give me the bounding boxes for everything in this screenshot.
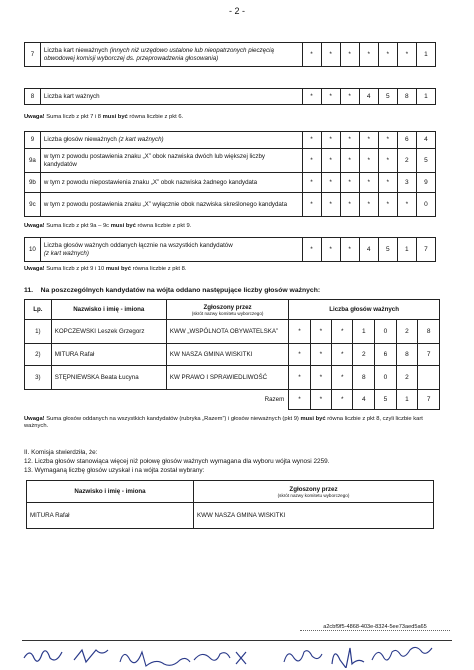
- digit-cell: *: [302, 238, 321, 262]
- digit-cell: 4: [359, 89, 378, 105]
- candidates-table: [24, 299, 440, 410]
- digit-cell: 8: [418, 320, 440, 344]
- digit-cell: 3: [397, 173, 416, 193]
- candidate-lp: 2): [25, 344, 52, 366]
- row-number: 9b: [25, 173, 41, 193]
- digit-cell: *: [289, 366, 310, 390]
- digit-cell: *: [302, 43, 321, 67]
- document-hash: a2cbf9f5-4868-403e-8324-5ee73aed5a65: [300, 624, 450, 631]
- digit-cell: 4: [359, 238, 378, 262]
- digit-cell: *: [321, 89, 340, 105]
- header-votes: Liczba głosów ważnych: [289, 300, 440, 320]
- digit-cell: 2: [353, 344, 375, 366]
- row-description: Liczba kart ważnych: [40, 89, 302, 105]
- digit-cell: *: [397, 43, 416, 67]
- digit-cell: *: [378, 193, 397, 217]
- signature-1: [24, 651, 62, 661]
- digit-cell: *: [310, 344, 331, 366]
- digit-cell: 5: [416, 149, 435, 173]
- row-description: w tym z powodu postawienia znaku „X” obok nazwiska dwóch lub większej liczby kandydatów: [40, 149, 302, 173]
- digit-cell: *: [310, 320, 331, 344]
- digit-cell: *: [289, 390, 310, 410]
- row-description: w tym z powodu niepostawienia znaku „X” obok nazwiska żadnego kandydata: [40, 173, 302, 193]
- candidate-name: MITURA Rafał: [51, 344, 166, 366]
- digit-cell: 4: [416, 132, 435, 149]
- winner-header-committee: Zgłoszony przez (skrót nazwy komitetu wyborczego): [194, 481, 434, 503]
- row-7-table: [24, 42, 436, 67]
- digit-cell: 2: [396, 366, 418, 390]
- digit-cell: *: [302, 173, 321, 193]
- digit-cell: 5: [378, 238, 397, 262]
- row-number: 9c: [25, 193, 41, 217]
- digit-cell: *: [340, 89, 359, 105]
- digit-cell: *: [378, 173, 397, 193]
- digit-cell: *: [359, 173, 378, 193]
- digit-cell: *: [302, 132, 321, 149]
- row-number: 9a: [25, 149, 41, 173]
- digit-cell: 7: [416, 238, 435, 262]
- digit-cell: 8: [353, 366, 375, 390]
- digit-cell: *: [321, 149, 340, 173]
- signature-8: [372, 647, 432, 660]
- digit-cell: *: [359, 193, 378, 217]
- digit-cell: 0: [416, 193, 435, 217]
- digit-cell: 1: [396, 390, 418, 410]
- digit-cell: *: [340, 238, 359, 262]
- header-name: Nazwisko i imię - imiona: [51, 300, 166, 320]
- row-description: Liczba kart nieważnych (innych niż urzędowo ustalone lub nieopatrzonych pieczęcią obwodowej komisji wyborczej ds. przeprowadzenia głosowania): [40, 43, 302, 67]
- header-lp: Lp.: [25, 300, 52, 320]
- digit-cell: *: [359, 132, 378, 149]
- header-committee: Zgłoszony przez (skrót nazwy komitetu wyborczego): [166, 300, 288, 320]
- winner-name: MITURA Rafał: [27, 503, 194, 529]
- digit-cell: *: [310, 366, 331, 390]
- winner-table: [26, 480, 434, 529]
- digit-cell: 7: [418, 390, 440, 410]
- digit-cell: 6: [375, 344, 397, 366]
- signature-4: [194, 653, 230, 661]
- digit-cell: 8: [397, 89, 416, 105]
- note-1: Uwaga! Suma liczb z pkt 7 i 8 musi być równa liczbie z pkt 6.: [24, 114, 184, 120]
- handwritten-signatures: [22, 644, 462, 668]
- rows-9-table: [24, 131, 436, 217]
- digit-cell: 5: [378, 89, 397, 105]
- row-description: Liczba głosów nieważnych (z kart ważnych): [40, 132, 302, 149]
- digit-cell: *: [340, 43, 359, 67]
- digit-cell: 2: [396, 320, 418, 344]
- digit-cell: *: [332, 344, 353, 366]
- signature-7: [332, 648, 364, 668]
- signature-divider: [22, 640, 452, 641]
- candidate-name: STĘPNIEWSKA Beata Łucyna: [51, 366, 166, 390]
- digit-cell: *: [289, 344, 310, 366]
- digit-cell: *: [340, 149, 359, 173]
- section-11-title: 11. Na poszczególnych kandydatów na wójta oddano następujące liczby głosów ważnych:: [24, 287, 321, 294]
- row-8-table: [24, 88, 436, 105]
- digit-cell: *: [332, 366, 353, 390]
- digit-cell: *: [378, 132, 397, 149]
- line-12: 12. Liczba głosów stanowiąca więcej niż połowę głosów ważnych wymagana dla wyboru wójta wynosi 2259.: [24, 458, 330, 465]
- digit-cell: *: [359, 149, 378, 173]
- row-number: 9: [25, 132, 41, 149]
- digit-cell: *: [321, 238, 340, 262]
- row-description: Liczba głosów ważnych oddanych łącznie na wszystkich kandydatów (z kart ważnych): [40, 238, 302, 262]
- digit-cell: *: [378, 43, 397, 67]
- note-2: Uwaga! Suma liczb z pkt 9a – 9c musi być równa liczbie z pkt 9.: [24, 223, 192, 229]
- digit-cell: *: [397, 193, 416, 217]
- digit-cell: *: [378, 149, 397, 173]
- signature-6: [284, 651, 322, 662]
- digit-cell: 2: [397, 149, 416, 173]
- note-4: Uwaga! Suma głosów oddanych na wszystkich kandydatów (rubryka „Razem”) i głosów nieważnych (pkt 9) musi być równa liczbie z pkt 8, czyli liczbie kart ważnych.: [24, 416, 423, 429]
- candidate-committee: KW NASZA GMINA WISKITKI: [166, 344, 288, 366]
- row-number: 10: [25, 238, 41, 262]
- note-3: Uwaga! Suma liczb z pkt 9 i 10 musi być równa liczbie z pkt 8.: [24, 266, 187, 272]
- winner-committee: KWW NASZA GMINA WISKITKI: [194, 503, 434, 529]
- candidate-lp: 1): [25, 320, 52, 344]
- digit-cell: *: [321, 193, 340, 217]
- digit-cell: 5: [375, 390, 397, 410]
- digit-cell: *: [302, 89, 321, 105]
- line-13: 13. Wymaganą liczbę głosów uzyskał i na wójta został wybrany:: [24, 467, 205, 474]
- digit-cell: 0: [375, 320, 397, 344]
- digit-cell: 1: [416, 89, 435, 105]
- winner-header-name: Nazwisko i imię - imiona: [27, 481, 194, 503]
- digit-cell: 0: [375, 366, 397, 390]
- digit-cell: *: [310, 390, 331, 410]
- digit-cell: *: [302, 193, 321, 217]
- row-number: 7: [25, 43, 41, 67]
- candidate-committee: KW PRAWO I SPRAWIEDLIWOŚĆ: [166, 366, 288, 390]
- digit-cell: *: [340, 132, 359, 149]
- row-10-table: [24, 237, 436, 262]
- signature-2: [74, 650, 108, 662]
- digit-cell: *: [289, 320, 310, 344]
- digit-cell: *: [332, 320, 353, 344]
- signature-3: [120, 652, 190, 666]
- digit-cell: 1: [353, 320, 375, 344]
- candidate-name: KOPCZEWSKI Leszek Grzegorz: [51, 320, 166, 344]
- digit-cell: *: [340, 193, 359, 217]
- digit-cell: 7: [418, 344, 440, 366]
- section-2-header: II. Komisja stwierdziła, że:: [24, 449, 98, 456]
- digit-cell: 8: [396, 344, 418, 366]
- digit-cell: *: [321, 173, 340, 193]
- digit-cell: *: [321, 43, 340, 67]
- row-description: w tym z powodu postawienia znaku „X” wyłącznie obok nazwiska skreślonego kandydata: [40, 193, 302, 217]
- row-number: 8: [25, 89, 41, 105]
- digit-cell: *: [332, 390, 353, 410]
- candidate-lp: 3): [25, 366, 52, 390]
- total-label: Razem: [264, 396, 285, 404]
- digit-cell: *: [359, 43, 378, 67]
- signature-5: [236, 652, 246, 664]
- candidate-committee: KWW „WSPÓLNOTA OBYWATELSKA”: [166, 320, 288, 344]
- digit-cell: *: [321, 132, 340, 149]
- digit-cell: [418, 366, 440, 390]
- digit-cell: 6: [397, 132, 416, 149]
- digit-cell: 1: [416, 43, 435, 67]
- digit-cell: 9: [416, 173, 435, 193]
- digit-cell: 1: [397, 238, 416, 262]
- digit-cell: *: [302, 149, 321, 173]
- digit-cell: 4: [353, 390, 375, 410]
- page-number: - 2 -: [228, 6, 245, 16]
- digit-cell: *: [340, 173, 359, 193]
